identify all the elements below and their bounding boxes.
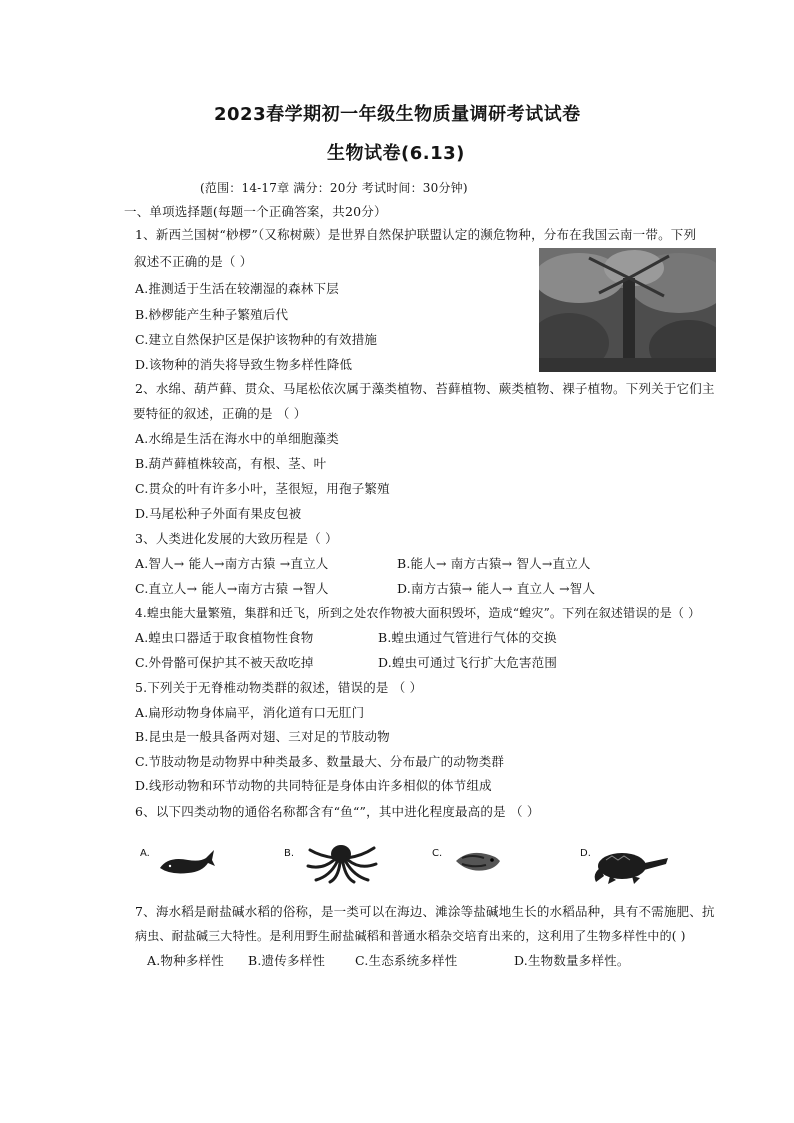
question-1-stem-line1: 1、新西兰国树“桫椤”（又称树蕨）是世界自然保护联盟认定的濒危物种，分布在我国云南一带。下列 [135, 227, 697, 242]
question-4-option-a: A.蝗虫口器适于取食植物性食物 [135, 630, 314, 645]
crocodile-icon [590, 846, 670, 886]
question-1-option-a: A.推测适于生活在较潮湿的森林下层 [135, 281, 339, 296]
q6-label-c: C. [432, 848, 443, 859]
question-1-option-c: C.建立自然保护区是保护该物种的有效措施 [135, 332, 378, 347]
section-heading: 一、单项选择题(每题一个正确答案，共20分） [124, 204, 387, 219]
question-2-option-c: C.贯众的叶有许多小叶，茎很短，用孢子繁殖 [135, 481, 390, 496]
question-2-stem-line2: 要特征的叙述，正确的是 （ ） [133, 406, 307, 421]
question-2-stem-line1: 2、水绵、葫芦藓、贯众、马尾松依次属于藻类植物、苔藓植物、蕨类植物、裸子植物。下列关于它们主 [135, 381, 715, 396]
question-4-option-d: D.蝗虫可通过飞行扩大危害范围 [378, 655, 558, 670]
question-2-option-b: B.葫芦藓植株较高，有根、茎、叶 [135, 456, 327, 471]
exam-info: (范围：14-17章 满分：20分 考试时间：30分钟) [200, 181, 468, 195]
tree-fern-icon [539, 248, 716, 372]
question-7-option-b: B.遗传多样性 [248, 953, 326, 968]
q6-label-b: B. [284, 848, 295, 859]
question-4-option-c: C.外骨骼可保护其不被天敌吃掉 [135, 655, 314, 670]
tree-fern-photo [539, 248, 716, 372]
q6-label-a: A. [140, 848, 150, 859]
question-7-option-c: C.生态系统多样性 [355, 953, 458, 968]
question-3-option-b: B.能人→ 南方古猿→ 智人→直立人 [397, 556, 591, 571]
question-2-option-a: A.水绵是生活在海水中的单细胞藻类 [135, 431, 339, 446]
whale-icon [158, 848, 216, 878]
question-6-stem: 6、以下四类动物的通俗名称都含有“鱼“”，其中进化程度最高的是 （ ） [135, 804, 540, 819]
question-3-stem: 3、人类进化发展的大致历程是（ ） [135, 531, 338, 546]
question-5-stem: 5.下列关于无脊椎动物类群的叙述，错误的是 （ ） [135, 680, 423, 695]
question-7-option-d: D.生物数量多样性。 [514, 953, 630, 968]
question-3-option-c: C.直立人→ 能人→南方古猿 →智人 [135, 581, 329, 596]
question-2-option-d: D.马尾松种子外面有果皮包被 [135, 506, 302, 521]
question-7-stem-line2: 病虫、耐盐碱三大特性。是利用野生耐盐碱稻和普通水稻杂交培育出来的，这利用了生物多样性中的( ) [135, 929, 686, 943]
question-4-stem: 4.蝗虫能大量繁殖，集群和迁飞，所到之处农作物被大面积毁坏，造成“蝗灾”。下列在叙述错误的是（ ） [135, 606, 701, 620]
question-7-option-a: A.物种多样性 [147, 953, 224, 968]
question-5-option-d: D.线形动物和环节动物的共同特征是身体由许多相似的体节组成 [135, 778, 492, 793]
question-3-option-d: D.南方古猿→ 能人→ 直立人 →智人 [397, 581, 596, 596]
question-1-option-d: D.该物种的消失将导致生物多样性降低 [135, 357, 353, 372]
question-5-option-a: A.扁形动物身体扁平，消化道有口无肛门 [135, 705, 365, 720]
question-3-option-a: A.智人→ 能人→南方古猿 →直立人 [135, 556, 329, 571]
question-1-option-b: B.桫椤能产生种子繁殖后代 [135, 307, 289, 322]
q6-label-d: D. [580, 848, 591, 859]
question-4-option-b: B.蝗虫通过气管进行气体的交换 [378, 630, 557, 645]
exam-subtitle: 生物试卷(6.13) [327, 143, 465, 164]
question-7-stem-line1: 7、海水稻是耐盐碱水稻的俗称，是一类可以在海边、滩涂等盐碱地生长的水稻品种，具有不需施肥、抗 [135, 904, 715, 919]
question-5-option-b: B.昆虫是一般具备两对翅、三对足的节肢动物 [135, 729, 390, 744]
question-5-option-c: C.节肢动物是动物界中种类最多、数量最大、分布最广的动物类群 [135, 754, 505, 769]
fish-icon [452, 846, 506, 876]
octopus-icon [302, 842, 380, 884]
question-1-stem-line2: 叙述不正确的是（ ） [134, 254, 253, 269]
exam-title: 2023春学期初一年级生物质量调研考试试卷 [214, 104, 581, 125]
